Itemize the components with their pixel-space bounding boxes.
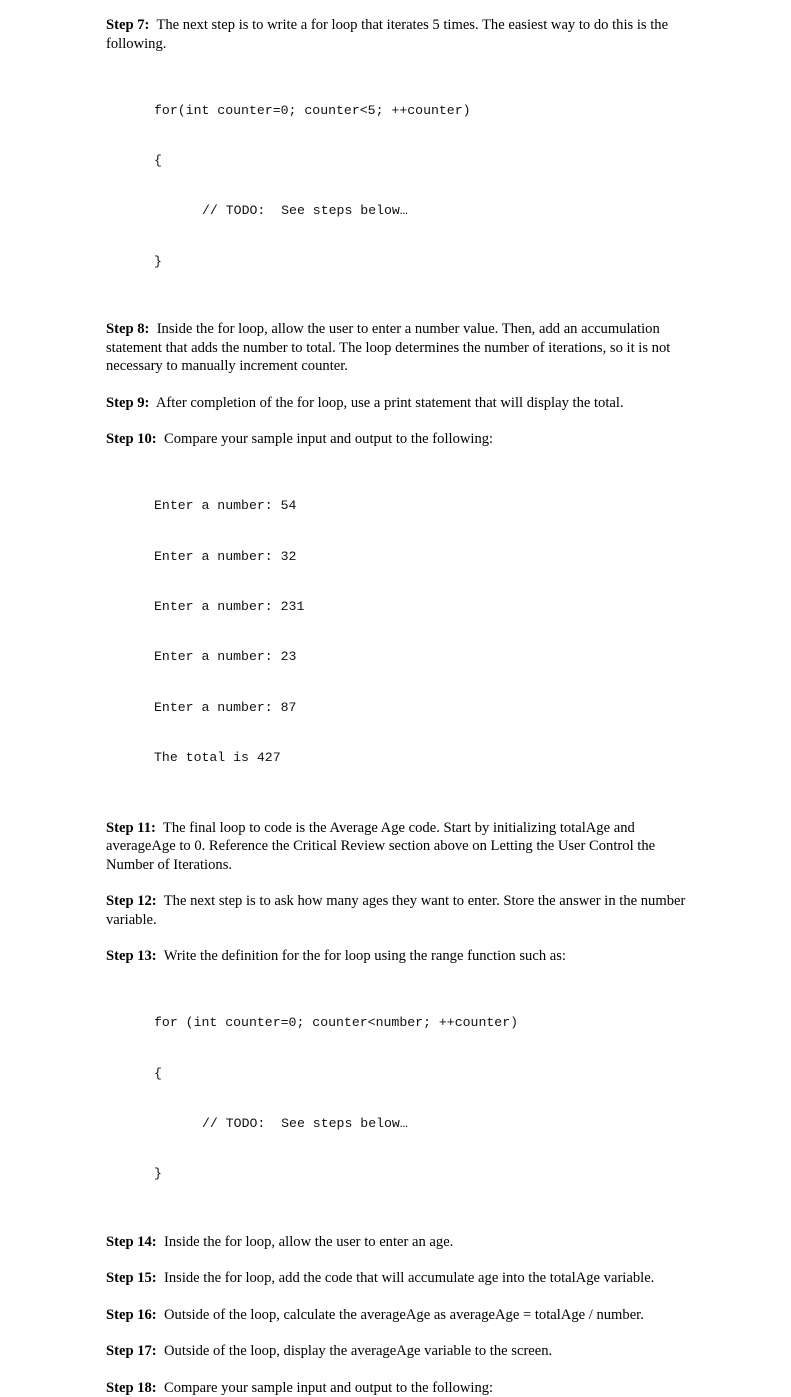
code-line: { bbox=[154, 1065, 162, 1081]
step-13-label: Step 13: bbox=[106, 948, 157, 965]
step-7 bbox=[106, 16, 706, 53]
output-line: Enter a number: 32 bbox=[154, 548, 297, 564]
step-12-label: Step 12: bbox=[106, 893, 157, 910]
code-comment: // TODO: See steps below… bbox=[202, 1115, 408, 1131]
document-page bbox=[106, 16, 706, 1397]
output-line: Enter a number: 54 bbox=[154, 498, 297, 514]
code-line: } bbox=[154, 253, 162, 269]
step-11 bbox=[106, 819, 706, 875]
code-line: for(int counter=0; counter<5; ++counter) bbox=[154, 102, 471, 118]
step-15-label: Step 15: bbox=[106, 1270, 157, 1287]
step-7-label: Step 7: bbox=[106, 17, 150, 33]
step-13 bbox=[106, 947, 706, 966]
step-8-text: Inside the for loop, allow the user to enter a number value. Then, add an accumulation statement that adds the number to total. The loop determines the number of iterations, so it is not necessary to manually increment counter. bbox=[106, 321, 671, 375]
step-7-text: The next step is to write a for loop that iterates 5 times. The easiest way to do this is the following. bbox=[106, 17, 669, 52]
step-16 bbox=[106, 1306, 706, 1325]
step-9-label: Step 9: bbox=[106, 394, 150, 411]
step-16-label: Step 16: bbox=[106, 1306, 157, 1323]
step-18-label: Step 18: bbox=[106, 1379, 157, 1396]
step-8 bbox=[106, 320, 706, 376]
step-8-label: Step 8: bbox=[106, 321, 150, 338]
step-18 bbox=[106, 1379, 706, 1397]
step-10-text: Compare your sample input and output to the following: bbox=[163, 431, 494, 448]
step-16-text: Outside of the loop, calculate the averageAge as averageAge = totalAge / number. bbox=[163, 1306, 644, 1323]
output-line: Enter a number: 231 bbox=[154, 599, 305, 615]
step-9-text: After completion of the for loop, use a print statement that will display the total. bbox=[155, 394, 624, 411]
output-line: The total is 427 bbox=[154, 750, 281, 766]
step-10-label: Step 10: bbox=[106, 431, 157, 448]
step-15 bbox=[106, 1269, 706, 1288]
output-line: Enter a number: 87 bbox=[154, 699, 297, 715]
code-line bbox=[154, 1116, 706, 1133]
code-line: for (int counter=0; counter<number; ++counter) bbox=[154, 1015, 519, 1031]
code-block-for-loop-5 bbox=[106, 69, 706, 304]
output-line: Enter a number: 23 bbox=[154, 649, 297, 665]
code-line bbox=[154, 203, 706, 220]
step-13-text: Write the definition for the for loop using the range function such as: bbox=[163, 948, 566, 965]
step-15-text: Inside the for loop, add the code that will accumulate age into the totalAge variable. bbox=[163, 1270, 655, 1287]
step-18-text: Compare your sample input and output to the following: bbox=[163, 1379, 494, 1396]
step-9 bbox=[106, 394, 706, 413]
code-line: { bbox=[154, 152, 162, 168]
step-11-text: The final loop to code is the Average Age code. Start by initializing totalAge and averageAge to 0. Reference the Critical Review section above on Letting the User Control the Number of Iterations. bbox=[106, 819, 656, 873]
sample-output-block bbox=[106, 465, 706, 801]
step-14 bbox=[106, 1233, 706, 1252]
step-10 bbox=[106, 430, 706, 449]
step-14-label: Step 14: bbox=[106, 1233, 157, 1250]
step-12 bbox=[106, 892, 706, 929]
code-line: } bbox=[154, 1166, 162, 1182]
step-17-text: Outside of the loop, display the averageAge variable to the screen. bbox=[163, 1343, 553, 1360]
step-17-label: Step 17: bbox=[106, 1343, 157, 1360]
step-11-label: Step 11: bbox=[106, 819, 156, 836]
step-14-text: Inside the for loop, allow the user to enter an age. bbox=[163, 1233, 454, 1250]
step-17 bbox=[106, 1342, 706, 1361]
step-12-text: The next step is to ask how many ages they want to enter. Store the answer in the number variable. bbox=[106, 893, 686, 928]
code-comment: // TODO: See steps below… bbox=[202, 203, 408, 219]
code-block-for-loop-number bbox=[106, 982, 706, 1217]
